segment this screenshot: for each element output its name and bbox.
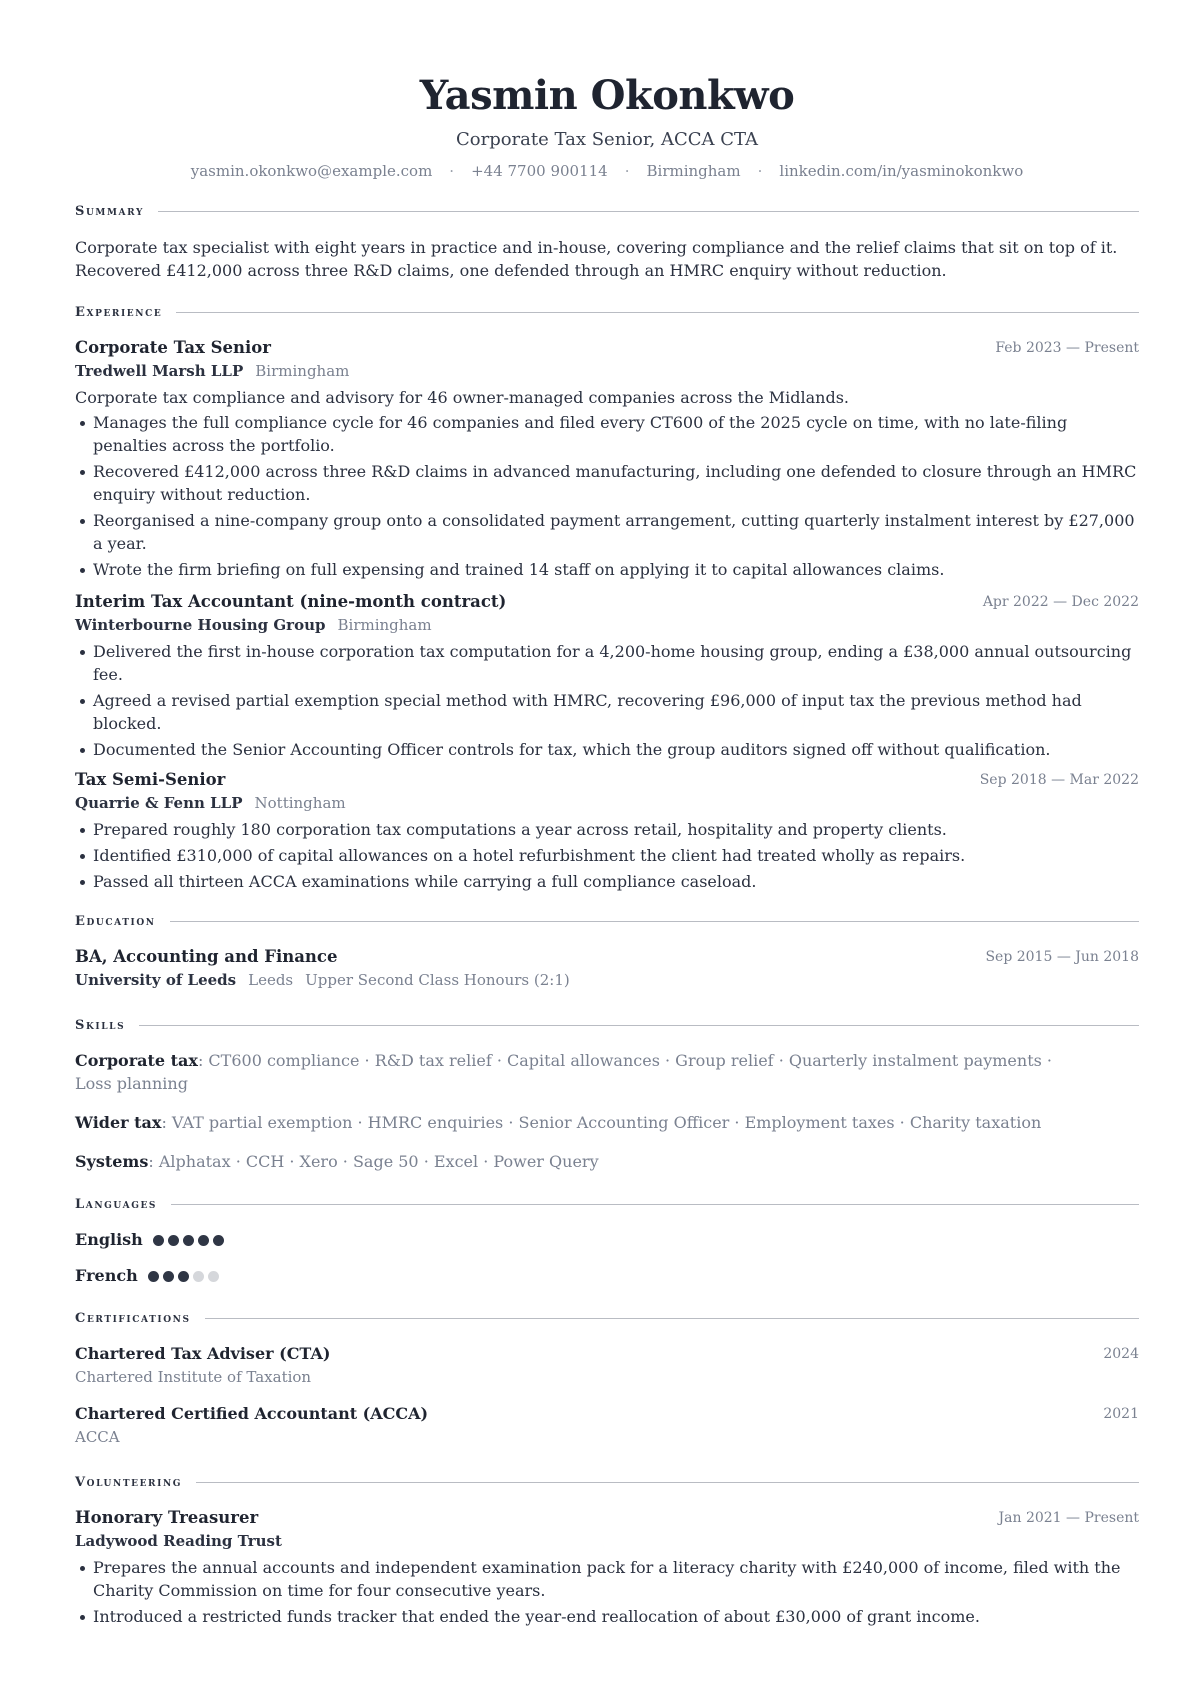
job-company-line [75, 361, 349, 381]
section-label: Languages [75, 1196, 158, 1212]
proficiency-dots [148, 1271, 223, 1282]
list-item: Delivered the first in-house corporation tax computation for a 4,200-home housing group, ending a £38,000 annual outsourcing fee. [75, 640, 1139, 686]
proficiency-dot-empty [193, 1271, 204, 1282]
volunteer-role: Honorary Treasurer [75, 1508, 259, 1527]
degree-grade: Upper Second Class Honours (2:1) [305, 971, 570, 989]
job-title: Tax Semi-Senior [75, 770, 226, 789]
candidate-name: Yasmin Okonkwo [419, 72, 795, 119]
company-name: Tredwell Marsh LLP [75, 362, 244, 380]
certification-issuer: ACCA [75, 1428, 120, 1446]
company-name: Quarrie & Fenn LLP [75, 794, 243, 812]
job-company-line [75, 793, 346, 813]
job-company-line [75, 615, 432, 635]
volunteer-bullets [75, 1556, 1139, 1631]
volunteer-dates: Jan 2021 — Present [998, 1510, 1139, 1526]
proficiency-dots [153, 1235, 228, 1246]
certification-issuer: Chartered Institute of Taxation [75, 1368, 312, 1386]
contact-line [75, 161, 1139, 181]
skill-items: Loss planning [75, 1074, 188, 1093]
skill-items: : VAT partial exemption · HMRC enquiries · Senior Accounting Officer · Employment taxes · Charity taxation [161, 1113, 1042, 1132]
section-heading-summary [75, 201, 1139, 221]
job-description: Corporate tax compliance and advisory for 46 owner-managed companies across the Midlands. [75, 388, 850, 407]
separator: · [449, 162, 455, 180]
skill-category: Systems [75, 1152, 149, 1171]
section-heading-skills [75, 1015, 1139, 1035]
company-name: Winterbourne Housing Group [75, 616, 326, 634]
proficiency-dot-filled [148, 1271, 159, 1282]
school-location: Leeds [248, 971, 294, 989]
section-label: Education [75, 913, 156, 929]
proficiency-dot-filled [213, 1235, 224, 1246]
list-item: Reorganised a nine-company group onto a consolidated payment arrangement, cutting quarterly instalment interest by £27,000 a year. [75, 509, 1139, 555]
job-title: Interim Tax Accountant (nine-month contract) [75, 592, 507, 611]
job-header [75, 591, 1139, 613]
volunteer-header [75, 1507, 1139, 1529]
certification-year: 2024 [1103, 1346, 1139, 1362]
section-divider [158, 211, 1139, 212]
skill-items: : CT600 compliance · R&D tax relief · Capital allowances · Group relief · Quarterly instalment payments · [197, 1051, 1053, 1070]
linkedin-link[interactable]: linkedin.com/in/yasminokonkwo [779, 162, 1024, 180]
section-label: Skills [75, 1017, 126, 1033]
skill-category: Corporate tax [75, 1051, 198, 1070]
job-dates: Feb 2023 — Present [995, 340, 1139, 356]
job-bullets [75, 818, 1139, 896]
list-item: Manages the full compliance cycle for 46 companies and filed every CT600 of the 2025 cycle on time, with no late-filing penalties across the portfolio. [75, 411, 1139, 457]
certification-header [75, 1343, 1139, 1365]
section-label: Certifications [75, 1310, 191, 1326]
candidate-title: Corporate Tax Senior, ACCA CTA [455, 129, 759, 150]
section-divider [205, 1318, 1139, 1319]
job-dates: Apr 2022 — Dec 2022 [982, 594, 1139, 610]
proficiency-dot-empty [208, 1271, 219, 1282]
job-bullets [75, 411, 1139, 584]
proficiency-dot-filled [163, 1271, 174, 1282]
language-english [75, 1229, 228, 1251]
language-name: English [75, 1230, 143, 1249]
volunteer-organisation: Ladywood Reading Trust [75, 1532, 282, 1550]
proficiency-dot-filled [153, 1235, 164, 1246]
location: Birmingham [646, 162, 741, 180]
job-title: Corporate Tax Senior [75, 338, 271, 357]
certification-year: 2021 [1103, 1406, 1139, 1422]
separator: · [624, 162, 630, 180]
summary-text [75, 236, 1139, 282]
job-header [75, 769, 1139, 791]
list-item: Documented the Senior Accounting Officer controls for tax, which the group auditors signed off without qualification. [75, 738, 1139, 761]
email-link[interactable]: yasmin.okonkwo@example.com [190, 162, 433, 180]
skill-items: : Alphatax · CCH · Xero · Sage 50 · Excel · Power Query [148, 1152, 599, 1171]
company-location: Birmingham [255, 362, 350, 380]
phone-number: +44 7700 900114 [471, 162, 608, 180]
skill-category: Wider tax [75, 1113, 162, 1132]
section-heading-education [75, 911, 1139, 931]
proficiency-dot-filled [183, 1235, 194, 1246]
language-french [75, 1265, 223, 1287]
skill-group [75, 1049, 1075, 1095]
list-item: Introduced a restricted funds tracker that ended the year-end reallocation of about £30,000 of grant income. [75, 1605, 1139, 1628]
degree: BA, Accounting and Finance [75, 947, 338, 966]
section-divider [171, 1204, 1139, 1205]
section-label: Experience [75, 304, 163, 320]
list-item: Recovered £412,000 across three R&D claims in advanced manufacturing, including one defended to closure through an HMRC enquiry without reduction. [75, 460, 1139, 506]
list-item: Prepares the annual accounts and independent examination pack for a literacy charity with £240,000 of income, filed with the Charity Commission on time for four consecutive years. [75, 1556, 1139, 1602]
section-heading-experience [75, 302, 1139, 322]
skill-group [75, 1111, 1075, 1134]
proficiency-dot-filled [198, 1235, 209, 1246]
job-header [75, 337, 1139, 359]
company-location: Birmingham [337, 616, 432, 634]
job-bullets [75, 640, 1139, 764]
section-heading-certifications [75, 1308, 1139, 1328]
list-item: Agreed a revised partial exemption special method with HMRC, recovering £96,000 of input tax the previous method had blocked. [75, 689, 1139, 735]
proficiency-dot-filled [178, 1271, 189, 1282]
certification-name: Chartered Certified Accountant (ACCA) [75, 1404, 429, 1423]
education-school-line [75, 970, 570, 990]
volunteer-org-line [75, 1531, 282, 1551]
section-label: Summary [75, 203, 144, 219]
certification-header [75, 1403, 1139, 1425]
section-heading-volunteering [75, 1472, 1139, 1492]
summary-line: Corporate tax specialist with eight years in practice and in-house, covering compliance and the relief claims that sit on top of it. [75, 238, 1118, 257]
section-divider [170, 921, 1139, 922]
summary-line: Recovered £412,000 across three R&D claims, one defended through an HMRC enquiry without reduction. [75, 261, 947, 280]
education-header [75, 946, 1139, 968]
company-location: Nottingham [254, 794, 346, 812]
education-dates: Sep 2015 — Jun 2018 [985, 949, 1139, 965]
section-label: Volunteering [75, 1474, 183, 1490]
certification-name: Chartered Tax Adviser (CTA) [75, 1344, 331, 1363]
section-divider [176, 312, 1139, 313]
section-heading-languages [75, 1194, 1139, 1214]
section-divider [196, 1482, 1139, 1483]
proficiency-dot-filled [168, 1235, 179, 1246]
skill-group [75, 1150, 1075, 1173]
language-name: French [75, 1266, 138, 1285]
list-item: Passed all thirteen ACCA examinations while carrying a full compliance caseload. [75, 870, 1139, 893]
list-item: Wrote the firm briefing on full expensing and trained 14 staff on applying it to capital allowances claims. [75, 558, 1139, 581]
school-name: University of Leeds [75, 971, 237, 989]
list-item: Prepared roughly 180 corporation tax computations a year across retail, hospitality and property clients. [75, 818, 1139, 841]
list-item: Identified £310,000 of capital allowances on a hotel refurbishment the client had treated wholly as repairs. [75, 844, 1139, 867]
job-dates: Sep 2018 — Mar 2022 [979, 772, 1139, 788]
separator: · [757, 162, 763, 180]
section-divider [139, 1025, 1139, 1026]
